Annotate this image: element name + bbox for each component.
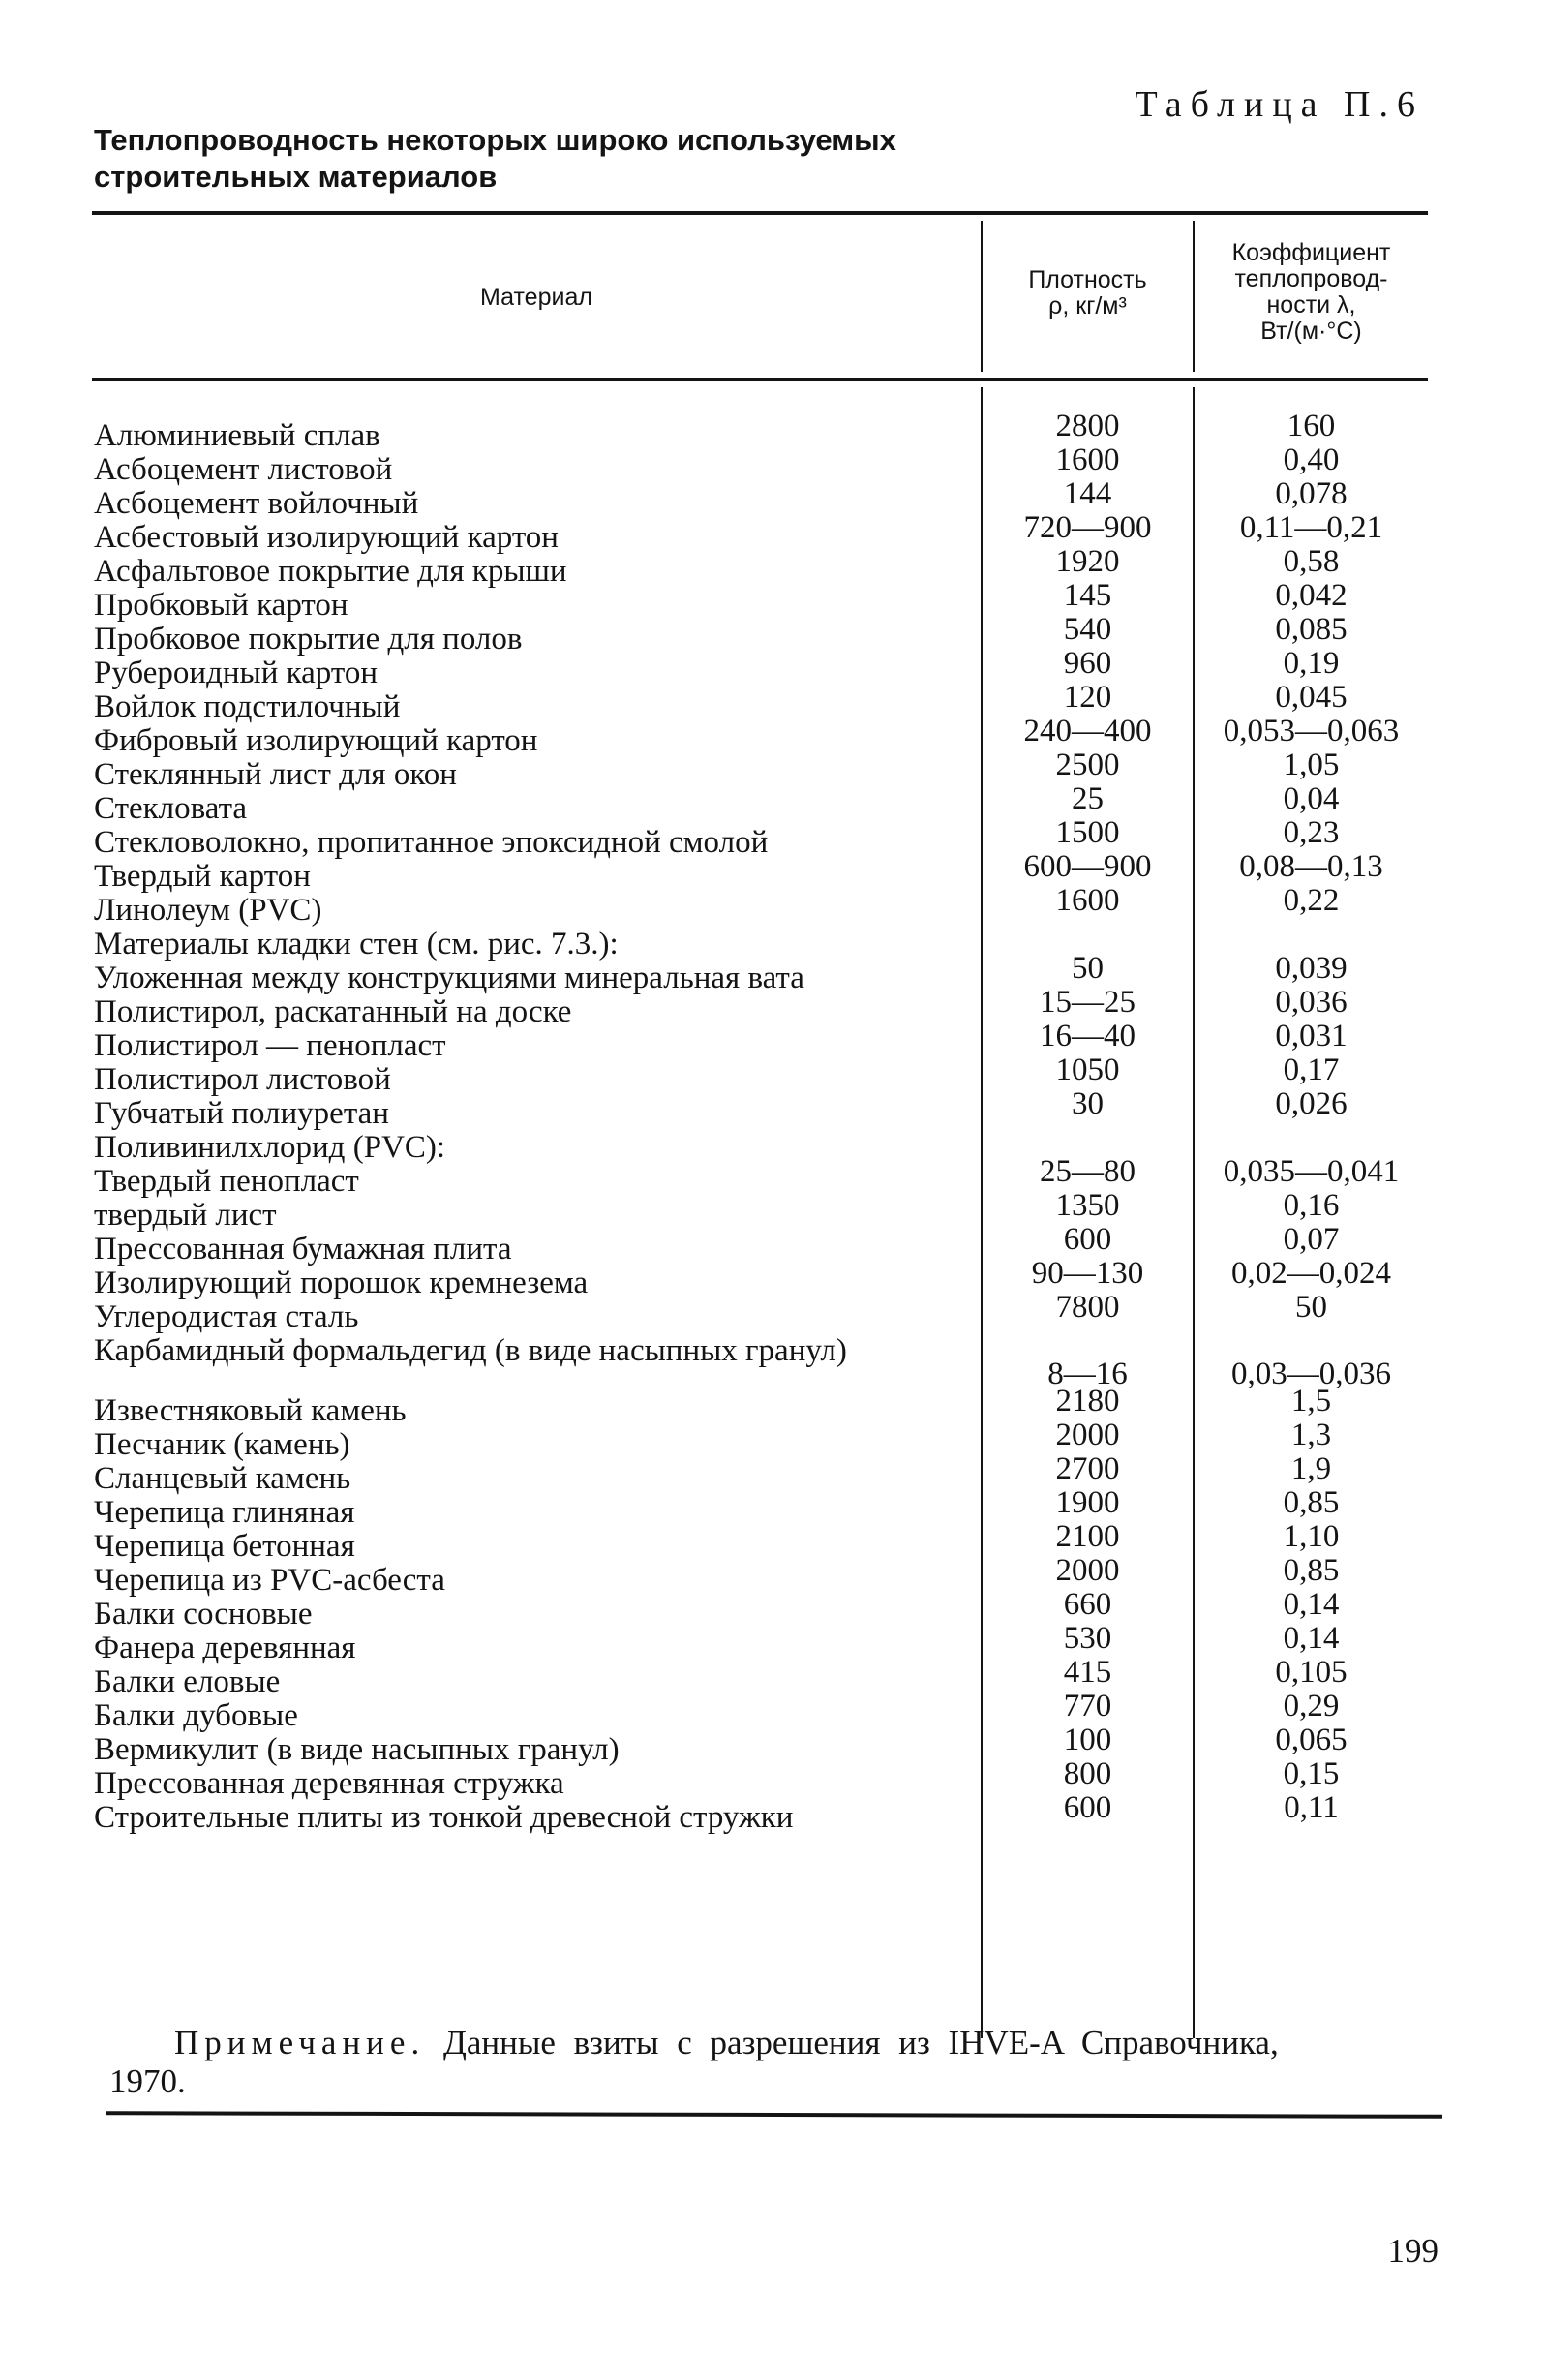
coefficient-cell: 0,14: [1283, 1587, 1340, 1622]
coefficient-cell: 0,065: [1275, 1723, 1348, 1757]
material-cell: Стекловата: [94, 791, 248, 826]
density-cell: 770: [1063, 1689, 1112, 1724]
density-cell: 25—80: [1040, 1154, 1136, 1189]
material-cell: Полистирол, раскатанный на доске: [94, 994, 572, 1029]
density-cell: 720—900: [1023, 510, 1152, 545]
page-number: 199: [1387, 2232, 1439, 2270]
column-header-material: Материал: [480, 284, 592, 311]
density-cell: 50: [1072, 951, 1104, 986]
coefficient-cell: 0,04: [1283, 781, 1340, 816]
material-cell: Черепица глиняная: [94, 1495, 355, 1530]
material-cell: Материалы кладки стен (см. рис. 7.3.):: [94, 927, 619, 961]
coefficient-cell: 0,039: [1275, 951, 1348, 986]
coefficient-cell: 0,03—0,036: [1231, 1357, 1391, 1391]
material-cell: Черепица бетонная: [94, 1529, 355, 1564]
density-cell: 2800: [1055, 409, 1120, 443]
material-cell: Асбоцемент войлочный: [94, 486, 419, 521]
column-header-density: [983, 267, 1193, 320]
material-cell: Полистирол — пенопласт: [94, 1028, 446, 1063]
density-cell: 1920: [1055, 544, 1120, 579]
density-cell: 530: [1063, 1621, 1112, 1656]
bottom-rule: [106, 2111, 1442, 2119]
coefficient-cell: 1,5: [1290, 1384, 1332, 1419]
coefficient-header-line: теплопровод-: [1234, 265, 1388, 292]
coefficient-cell: 0,085: [1275, 612, 1348, 647]
material-cell: Балки дубовые: [94, 1698, 298, 1733]
material-cell: Губчатый полиуретан: [94, 1096, 389, 1131]
density-cell: 1600: [1055, 442, 1120, 477]
density-cell: 8—16: [1047, 1357, 1128, 1391]
header-bottom-rule: [92, 378, 1428, 381]
coefficient-cell: 0,105: [1275, 1655, 1348, 1690]
header-column-divider: [981, 221, 983, 372]
coefficient-cell: 1,3: [1290, 1418, 1332, 1452]
footnote-text: Данные взиты с разрешения из IHVE-A Справочника,: [442, 2024, 1279, 2061]
coefficient-header-line: ности λ,: [1266, 291, 1356, 319]
coefficient-cell: 1,05: [1283, 748, 1340, 782]
density-cell: 1900: [1055, 1485, 1120, 1520]
density-cell: 600—900: [1023, 849, 1152, 884]
coefficient-cell: 1,9: [1290, 1451, 1332, 1486]
table-title: Теплопроводность некоторых широко используемых строительных материалов: [94, 123, 896, 194]
density-cell: 960: [1063, 646, 1112, 681]
material-cell: Углеродистая сталь: [94, 1299, 359, 1334]
coefficient-cell: 0,58: [1283, 544, 1340, 579]
coefficient-cell: 0,17: [1283, 1053, 1340, 1087]
coefficient-cell: 0,031: [1275, 1019, 1348, 1053]
density-cell: 1350: [1055, 1188, 1120, 1223]
material-cell: Черепица из PVC-асбеста: [94, 1563, 445, 1598]
material-cell: Балки еловые: [94, 1664, 281, 1699]
coefficient-cell: 0,078: [1275, 476, 1348, 511]
density-cell: 800: [1063, 1756, 1112, 1791]
coefficient-cell: 0,22: [1283, 883, 1340, 918]
density-cell: 1500: [1055, 815, 1120, 850]
density-cell: 2180: [1055, 1384, 1120, 1419]
material-cell: Линолеум (PVC): [94, 893, 322, 928]
density-header-line: Плотность: [1028, 266, 1147, 293]
material-cell: Песчаник (камень): [94, 1427, 350, 1462]
coefficient-cell: 0,035—0,041: [1223, 1154, 1400, 1189]
density-cell: 144: [1063, 476, 1112, 511]
density-cell: 415: [1063, 1655, 1112, 1690]
coefficient-cell: 0,07: [1283, 1222, 1340, 1257]
density-cell: 15—25: [1040, 985, 1136, 1020]
material-cell: Асбоцемент листовой: [94, 452, 393, 487]
coefficient-cell: 0,85: [1283, 1485, 1340, 1520]
coefficient-cell: 0,14: [1283, 1621, 1340, 1656]
coefficient-cell: 50: [1295, 1290, 1327, 1325]
material-cell: Твердый картон: [94, 859, 311, 894]
density-cell: 2700: [1055, 1451, 1120, 1486]
material-cell: Твердый пенопласт: [94, 1164, 359, 1199]
density-cell: 90—130: [1031, 1256, 1144, 1291]
coefficient-cell: 0,02—0,024: [1231, 1256, 1391, 1291]
material-cell: Известняковый камень: [94, 1393, 407, 1428]
material-cell: Войлок подстилочный: [94, 689, 401, 724]
coefficient-cell: 0,036: [1275, 985, 1348, 1020]
material-cell: Прессованная деревянная стружка: [94, 1766, 564, 1801]
column-header-coefficient: [1195, 240, 1428, 345]
material-cell: Поливинилхлорид (PVC):: [94, 1130, 446, 1165]
coefficient-cell: 0,85: [1283, 1553, 1340, 1588]
coefficient-cell: 0,11—0,21: [1239, 510, 1383, 545]
density-cell: 540: [1063, 612, 1112, 647]
coefficient-cell: 0,16: [1283, 1188, 1340, 1223]
footnote-label: Примечание.: [174, 2024, 426, 2061]
material-cell: Карбамидный формальдегид (в виде насыпных гранул): [94, 1333, 847, 1368]
material-cell: Изолирующий порошок кремнезема: [94, 1266, 589, 1300]
material-cell: Алюминиевый сплав: [94, 418, 380, 453]
material-cell: Рубероидный картон: [94, 656, 379, 690]
coefficient-cell: 0,40: [1283, 442, 1340, 477]
density-cell: 660: [1063, 1587, 1112, 1622]
density-header-line: ρ, кг/м³: [1048, 292, 1127, 320]
footnote-year: 1970.: [109, 2062, 186, 2100]
material-cell: Строительные плиты из тонкой древесной стружки: [94, 1800, 794, 1835]
coefficient-cell: 0,19: [1283, 646, 1340, 681]
material-cell: Пробковый картон: [94, 588, 348, 623]
coefficient-cell: 1,10: [1283, 1519, 1340, 1554]
material-cell: Сланцевый камень: [94, 1461, 351, 1496]
coefficient-cell: 0,29: [1283, 1689, 1340, 1724]
material-cell: Стекловолокно, пропитанное эпоксидной смолой: [94, 825, 769, 860]
coefficient-cell: 0,23: [1283, 815, 1340, 850]
density-cell: 600: [1063, 1222, 1112, 1257]
density-cell: 25: [1072, 781, 1104, 816]
coefficient-cell: 0,15: [1283, 1756, 1340, 1791]
density-cell: 30: [1072, 1086, 1104, 1121]
table-row: [94, 1086, 1439, 1133]
coefficient-header-line: Коэффициент: [1231, 239, 1391, 266]
density-cell: 100: [1063, 1723, 1112, 1757]
material-cell: Асбестовый изолирующий картон: [94, 520, 559, 555]
density-cell: 1600: [1055, 883, 1120, 918]
material-cell: Фанера деревянная: [94, 1631, 356, 1665]
coefficient-cell: 160: [1287, 409, 1336, 443]
coefficient-cell: 0,053—0,063: [1223, 714, 1400, 748]
table-row: [94, 883, 1439, 930]
material-cell: Стеклянный лист для окон: [94, 757, 457, 792]
density-cell: 2000: [1055, 1553, 1120, 1588]
coefficient-cell: 0,08—0,13: [1239, 849, 1383, 884]
coefficient-cell: 0,026: [1275, 1086, 1348, 1121]
header-column-divider: [1193, 221, 1195, 372]
density-cell: 240—400: [1023, 714, 1152, 748]
footnote: [174, 2024, 1433, 2062]
density-cell: 120: [1063, 680, 1112, 715]
material-cell: Пробковое покрытие для полов: [94, 622, 523, 656]
table-row: [94, 1290, 1439, 1336]
density-cell: 2000: [1055, 1418, 1120, 1452]
density-cell: 145: [1063, 578, 1112, 613]
material-cell: Уложенная между конструкциями минеральная вата: [94, 961, 804, 995]
material-cell: Фибровый изолирующий картон: [94, 723, 538, 758]
coefficient-header-line: Вт/(м·°С): [1260, 318, 1362, 345]
material-cell: Вермикулит (в виде насыпных гранул): [94, 1732, 620, 1767]
density-cell: 2100: [1055, 1519, 1120, 1554]
material-cell: Полистирол листовой: [94, 1062, 391, 1097]
density-cell: 600: [1063, 1790, 1112, 1825]
top-rule: [92, 211, 1428, 215]
density-cell: 16—40: [1040, 1019, 1136, 1053]
material-cell: Прессованная бумажная плита: [94, 1232, 512, 1266]
material-cell: твердый лист: [94, 1198, 277, 1233]
density-cell: 2500: [1055, 748, 1120, 782]
table-label: Таблица П.6: [1135, 84, 1424, 125]
material-cell: Асфальтовое покрытие для крыши: [94, 554, 567, 589]
coefficient-cell: 0,11: [1284, 1790, 1339, 1825]
coefficient-cell: 0,045: [1275, 680, 1348, 715]
material-cell: Балки сосновые: [94, 1597, 313, 1632]
density-cell: 7800: [1055, 1290, 1120, 1325]
table-row: [94, 1790, 1439, 1837]
density-cell: 1050: [1055, 1053, 1120, 1087]
table-body: [94, 409, 1439, 1837]
coefficient-cell: 0,042: [1275, 578, 1348, 613]
